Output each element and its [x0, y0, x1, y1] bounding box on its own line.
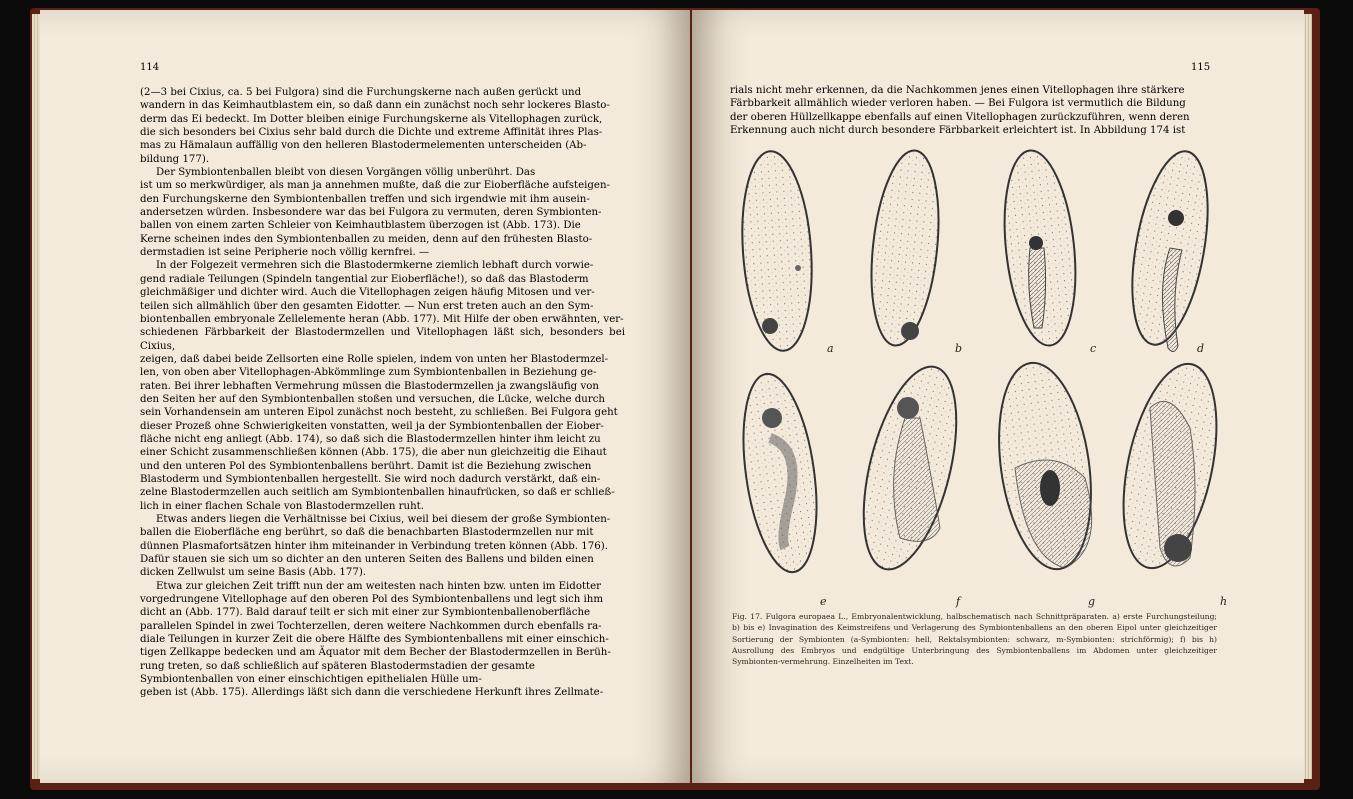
egg-f [846, 357, 974, 578]
figure-label-h: h [1220, 595, 1228, 608]
left-page-number: 114 [140, 62, 160, 73]
figure-label-d: d [1197, 342, 1205, 355]
figure-label-f: f [956, 595, 961, 608]
egg-g [987, 357, 1103, 575]
egg-a [736, 149, 818, 353]
egg-d [1119, 148, 1220, 352]
figure-label-g: g [1088, 595, 1096, 608]
paragraph: rials nicht mehr erkennen, da die Nachkommen jenes einen Vitellophagen ihre stärkere Färbbarkeit allmählich wieder verloren haben. — Bei Fulgora ist vermutlich die Bildung der oberen Hüllzellkappe ebenfalls auf einen Vitellophagen zurückzuführen, wenn deren Erkennung auch nicht durch besondere Färbbarkeit erleichtert ist. In Abbildung 174 ist [730, 85, 1190, 136]
paragraph: In der Folgezeit vermehren sich die Blastodermkerne ziemlich lebhaft durch vorwie- gend radiale Teilungen (Spindeln tangential zur Eioberfläche!), so daß das Blastoderm gleichmäßiger und dichter wird. Auch die Vitellophagen zeigen häufig Mitosen und ver- teilen sich allmählich über den gesamten Eidotter. — Nun erst treten auch an den Sym- biontenballen embryonale Zellelemente heran (Abb. 177). Mit Hilfe der oben erwähnten, ver- schiedenen Färbbarkeit der Blastodermzellen und Vitellophagen läßt sich, besonders bei Cixius, zeigen, daß dabei beide Zellsorten eine Rolle spielen, indem von unten her Blastodermzel- len, von oben aber Vitellophagen-Abkömmlinge zum Symbiontenballen in Beziehung ge- raten. Bei ihrer lebhaften Vermehrung müssen die Blastodermzellen ja zwangsläufig von den Seiten her auf den Symbiontenballen stoßen und versuchen, die Lücke, welche durch sein Vorhandensein am unteren Eipol zunächst noch besteht, zu schließen. Bei Fulgora geht dieser Prozeß ohne Schwierigkeiten vonstatten, weil ja der Symbiontenballen der Eiober- fläche nicht eng anliegt (Abb. 174), so daß sich die Blastodermzellen hinter ihm leicht zu einer Schicht zusammenschließen können (Abb. 175), die aber nun gleichzeitig die Eihaut und den unteren Pol des Symbiontenballens berührt. Damit ist die Beziehung zwischen Blastoderm und Symbiontenballen hergestellt. Sie wird noch dadurch verstärkt, daß ein- zelne Blastodermzellen auch seitlich am Symbiontenballen hinaufrücken, so daß er schließ- lich in einer flachen Schale von Blastodermzellen ruht. [140, 260, 625, 512]
egg-b [863, 148, 947, 349]
figure-label-b: b [955, 342, 963, 355]
egg-e [732, 369, 827, 577]
egg-h [1107, 356, 1220, 577]
paragraph: Der Symbiontenballen bleibt von diesen Vorgängen völlig unberührt. Das ist um so merkwürdiger, als man ja annehmen mußte, daß die zur Eioberfläche aufsteigen- den Furchungskerne den Symbiontenballen treffen und sich irgendwie mit ihm ausein- andersetzen würden. Insbesondere war das bei Fulgora zu vermuten, deren Symbionten- ballen von einem zarten Schleier von Keimhautblastem überzogen ist (Abb. 173). Die Kerne scheinen indes den Symbiontenballen zu meiden, denn auf den frühesten Blasto- dermstadien ist seine Peripherie noch völlig kernfrei. — [140, 167, 610, 259]
figure-label-c: c [1090, 342, 1097, 355]
egg-c [996, 148, 1084, 349]
paragraph: Etwa zur gleichen Zeit trifft nun der am weitesten nach hinten bzw. unten im Eidotter vorgedrungene Vitellophage auf den oberen Pol des Symbiontenballens und legt sich ihm dicht an (Abb. 177). Bald darauf teilt er sich mit einer zur Symbiontenballenoberfläche parallelen Spindel in zwei Tochterzellen, deren weitere Nachkommen durch ebenfalls ra- diale Teilungen in kurzer Zeit die obere Hälfte des Symbiontenballens mit einer einschich- tigen Zellkappe bedecken und am Äquator mit dem Becher der Blastodermzellen in Berüh- rung treten, so daß schließlich auf späteren Blastodermstadien der gesamte Symbiontenballen von einer einschichtigen epithelialen Hülle um- geben ist (Abb. 175). Allerdings läßt sich dann die verschiedene Herkunft ihres Zellmate- [140, 580, 611, 699]
paragraph: Etwas anders liegen die Verhältnisse bei Cixius, weil bei diesem der große Symbionten- ballen die Eioberfläche eng berührt, so daß die benachbarten Blastodermzellen nur mit dünnen Plasmafortsätzen hinter ihm miteinander in Verbindung treten können (Abb. 176). Dafür stauen sie sich um so dichter an den unteren Seiten des Ballens und bilden einen dicken Zellwulst um seine Basis (Abb. 177). [140, 514, 611, 579]
embryo-figure [730, 148, 1220, 608]
figure-label-a: a [827, 342, 834, 355]
right-page-text [730, 84, 1210, 137]
figure-label-e: e [820, 595, 827, 608]
left-page-text [140, 86, 625, 700]
caption-text: Fig. 17. Fulgora europaea L., Embryonalentwicklung, halbschematisch nach Schnittpräparaten. a) erste Furchungsteilung; b) bis e) Invagination des Keimstreifens und Verlagerung des Symbiontenballens an den oberen Eipol unter gleichzeitiger Sortierung der Symbionten (a-Symbionten: hell, Rektalsymbionten: schwarz, m-Symbionten: strichförmig); f) bis h) Ausrollung des Embryos und endgültige Unterbringung des Symbiontenballens im Abdomen unter gleichzeitiger Symbionten-vermehrung. Einzelheiten im Text. [732, 612, 1217, 667]
figure-caption [732, 611, 1217, 667]
right-page-number: 115 [1191, 62, 1211, 73]
paragraph: (2—3 bei Cixius, ca. 5 bei Fulgora) sind die Furchungskerne nach außen gerückt und wandern in das Keimhautblastem ein, so daß dann ein zunächst noch sehr lockeres Blasto- derm das Ei bedeckt. Im Dotter bleiben einige Furchungskerne als Vitellophagen zurück, die sich besonders bei Cixius sehr bald durch die Dichte und extreme Affinität ihres Plas- mas zu Hämalaun auffällig von den helleren Blastodermelementen unterscheiden (Ab- bildung 177). [140, 87, 610, 165]
